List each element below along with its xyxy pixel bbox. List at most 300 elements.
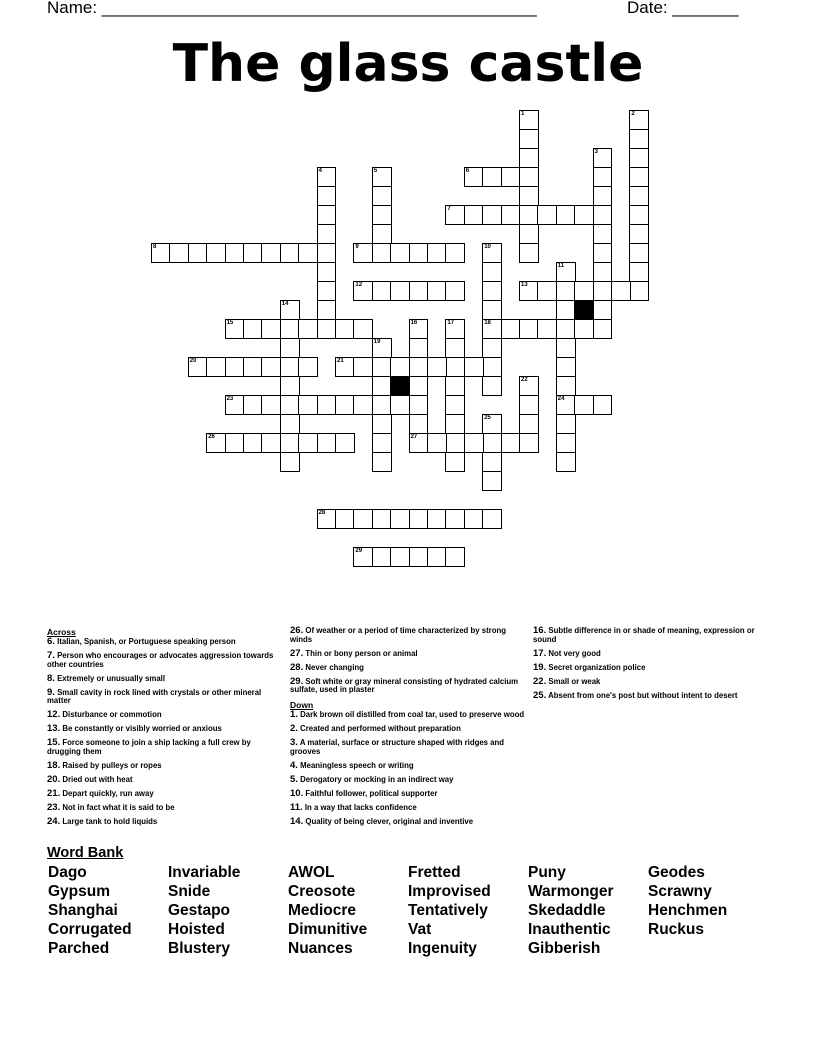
page-title: The glass castle [172,34,644,94]
grid-cell[interactable] [225,357,245,377]
grid-cell[interactable] [353,243,373,263]
grid-cell[interactable] [519,148,539,168]
grid-cell[interactable] [372,433,392,453]
word-bank-item: Ingenuity [408,940,477,957]
grid-cell[interactable] [445,376,465,396]
grid-cell[interactable] [409,338,429,358]
grid-cell[interactable] [280,452,300,472]
grid-cell[interactable] [482,262,502,282]
grid-cell[interactable] [317,224,337,244]
clue-number: 26. [290,625,304,636]
down-clue [290,739,528,756]
grid-cell[interactable] [593,243,613,263]
word-bank-item: Dago [48,864,87,881]
clue-text: Soft white or gray mineral consisting of hydrated calcium sulfate, used in plaster [290,676,519,695]
grid-cell[interactable] [188,243,208,263]
word-bank-item: Skedaddle [528,902,606,919]
clue-number: 6 [465,168,470,174]
grid-cell[interactable] [427,281,447,301]
grid-cell[interactable] [206,357,226,377]
grid-cell[interactable] [593,167,613,187]
word-bank-item: Dimunitive [288,921,368,938]
clue-number: 14. [290,815,304,827]
clue-text: Not in fact what it is said to be [62,802,175,812]
grid-cell[interactable] [372,205,392,225]
clue-number: 17 [447,320,455,326]
clue-number: 10. [290,787,304,799]
grid-cell[interactable] [280,395,300,415]
grid-cell[interactable] [206,243,226,263]
grid-cell[interactable] [353,395,373,415]
grid-cell[interactable] [409,281,429,301]
clue-text: Quality of being clever, original and inventive [305,816,474,826]
across-clue [47,815,285,827]
across-clue [290,675,528,695]
clue-number: 28 [318,510,326,516]
down-clue [290,787,528,799]
grid-cell[interactable] [390,395,410,415]
clue-text: Depart quickly, run away [62,788,154,798]
grid-cell[interactable] [372,281,392,301]
across-clue [47,686,285,706]
grid-cell[interactable] [556,300,576,320]
grid-cell[interactable] [427,509,447,529]
grid-cell[interactable] [593,224,613,244]
clue-number: 13 [521,282,528,288]
grid-cell[interactable] [482,281,502,301]
grid-cell[interactable] [353,547,373,567]
grid-cell[interactable] [593,262,613,282]
down-clue [533,627,771,644]
clue-number: 21. [47,787,61,799]
grid-cell[interactable] [261,357,281,377]
grid-cell[interactable] [409,509,429,529]
grid-cell[interactable] [445,243,465,263]
across-clue [47,649,285,669]
grid-cell[interactable] [629,148,649,168]
clue-number: 9 [355,244,359,250]
grid-cell[interactable] [445,338,465,358]
grid-cell[interactable] [629,129,649,149]
grid-cell[interactable] [445,433,465,453]
grid-cell[interactable] [574,205,594,225]
grid-cell[interactable] [445,281,465,301]
grid-cell[interactable] [280,357,300,377]
grid-cell[interactable] [409,243,429,263]
word-bank-item: Fretted [408,864,461,881]
word-bank-item: Puny [528,864,566,881]
grid-cell[interactable] [298,319,318,339]
grid-cell[interactable] [317,281,337,301]
grid-cell[interactable] [335,395,355,415]
word-bank-item: Gestapo [168,902,231,919]
clue-number: 7 [447,206,451,212]
clue-number: 12. [47,709,61,721]
clue-number: 1 [521,111,525,117]
grid-cell[interactable] [261,433,281,453]
grid-cell[interactable] [574,395,594,415]
grid-cell[interactable] [629,110,649,130]
grid-cell[interactable] [188,357,208,377]
grid-cell[interactable] [206,433,226,453]
word-bank-item: Vat [408,921,432,938]
grid-cell[interactable] [537,281,557,301]
clue-number: 23. [47,801,61,813]
grid-cell[interactable] [519,205,539,225]
grid-cell[interactable] [482,414,502,434]
clue-text: Created and performed without preparation [300,724,461,734]
grid-cell[interactable] [556,433,576,453]
grid-cell[interactable] [482,205,502,225]
grid-cell[interactable] [611,281,631,301]
grid-cell[interactable] [353,319,373,339]
word-bank-column [48,863,132,958]
grid-cell[interactable] [409,357,429,377]
clue-text: In a way that lacks confidence [304,802,417,812]
grid-cell[interactable] [556,338,576,358]
clue-text: Derogatory or mocking in an indirect way [300,774,454,784]
down-heading: Down [290,700,314,711]
clue-number: 3 [594,149,598,155]
down-clue [290,801,528,813]
grid-cell[interactable] [409,414,429,434]
grid-cell[interactable] [372,509,392,529]
word-bank-item: Parched [48,940,110,957]
across-clue [47,638,285,647]
clues-column-2 [290,627,528,832]
grid-cell[interactable] [556,395,576,415]
grid-cell[interactable] [280,376,300,396]
grid-cell[interactable] [556,357,576,377]
across-heading: Across [47,627,76,637]
word-bank-column [408,863,491,958]
grid-cell[interactable] [519,376,539,396]
grid-cell[interactable] [243,243,263,263]
across-clue [47,672,285,684]
grid-cell[interactable] [243,357,263,377]
grid-cell[interactable] [593,205,613,225]
word-bank-item: Blustery [168,940,231,957]
clue-text: Meaningless speech or writing [300,760,414,770]
clue-number: 11. [290,801,303,813]
clue-number: 22 [521,377,528,383]
grid-cell[interactable] [225,395,245,415]
grid-cell[interactable] [519,129,539,149]
grid-cell[interactable] [243,319,263,339]
clue-number: 5. [290,773,298,785]
grid-cell[interactable] [372,376,392,396]
grid-cell[interactable] [556,376,576,396]
grid-cell[interactable] [464,167,484,187]
clue-number: 25. [533,689,547,701]
grid-cell[interactable] [629,167,649,187]
grid-cell[interactable] [629,243,649,263]
grid-cell[interactable] [593,300,613,320]
clue-number: 13. [47,723,61,735]
grid-cell[interactable] [317,186,337,206]
across-clue [47,759,285,771]
grid-cell[interactable] [372,186,392,206]
grid-cell[interactable] [445,395,465,415]
grid-cell[interactable] [519,414,539,434]
grid-cell[interactable] [574,281,594,301]
word-bank-item: Invariable [168,864,241,881]
grid-cell[interactable] [629,205,649,225]
clue-number: 24. [47,815,61,827]
grid-cell[interactable] [390,547,410,567]
word-bank-item: Creosote [288,883,356,900]
grid-cell[interactable] [390,243,410,263]
grid-cell[interactable] [280,300,300,320]
grid-cell[interactable] [593,319,613,339]
grid-cell[interactable] [280,243,300,263]
grid-cell[interactable] [372,414,392,434]
grid-cell[interactable] [445,357,465,377]
grid-cell[interactable] [556,205,576,225]
clue-number: 27. [290,647,304,659]
clue-text: A material, surface or structure shaped with ridges and grooves [290,738,505,756]
clue-text: Be constantly or visibly worried or anxious [62,724,222,734]
grid-cell[interactable] [280,414,300,434]
clue-number: 21 [337,358,344,364]
grid-cell[interactable] [390,281,410,301]
across-clue [47,773,285,785]
grid-cell[interactable] [482,338,502,358]
clue-number: 29 [355,548,363,554]
grid-cell[interactable] [409,376,429,396]
grid-cell[interactable] [317,243,337,263]
grid-cell[interactable] [409,547,429,567]
grid-cell[interactable] [353,509,373,529]
grid-cell[interactable] [372,224,392,244]
grid-cell[interactable] [482,243,502,263]
grid-cell[interactable] [519,167,539,187]
grid-cell[interactable] [225,243,245,263]
clue-number: 18 [484,320,491,326]
grid-cell[interactable] [445,205,465,225]
grid-cell[interactable] [501,319,521,339]
grid-cell[interactable] [519,110,539,130]
grid-cell[interactable] [335,319,355,339]
grid-cell[interactable] [372,338,392,358]
clue-number: 24 [557,396,565,402]
clue-number: 19 [373,339,381,345]
grid-cell[interactable] [593,281,613,301]
grid-cell[interactable] [317,205,337,225]
grid-cell[interactable] [445,414,465,434]
grid-cell[interactable] [482,319,502,339]
grid-cell[interactable] [372,243,392,263]
grid-cell[interactable] [427,357,447,377]
grid-cell[interactable] [519,186,539,206]
grid-cell[interactable] [501,205,521,225]
grid-cell[interactable] [537,319,557,339]
grid-cell[interactable] [261,243,281,263]
grid-cell[interactable] [537,205,557,225]
grid-cell[interactable] [280,433,300,453]
word-bank-item: Nuances [288,940,353,957]
grid-cell[interactable] [556,452,576,472]
grid-cell[interactable] [556,319,576,339]
word-bank-item: Henchmen [648,902,728,919]
grid-cell[interactable] [372,452,392,472]
clue-number: 14 [281,301,289,307]
grid-cell[interactable] [556,414,576,434]
clue-number: 15 [226,320,234,326]
grid-cell[interactable] [280,319,300,339]
grid-cell[interactable] [445,319,465,339]
clue-text: Of weather or a period of time characterized by strong winds [290,626,506,644]
clue-number: 22. [533,675,547,687]
grid-cell[interactable] [629,281,649,301]
grid-cell[interactable] [169,243,189,263]
grid-cell[interactable] [629,186,649,206]
grid-cell[interactable] [519,243,539,263]
grid-cell[interactable] [427,433,447,453]
clue-text: Subtle difference in or shade of meaning, expression or sound [533,626,755,644]
word-bank-item: Gibberish [528,940,601,957]
clue-text: Small cavity in rock lined with crystals or other mineral matter [47,687,262,706]
grid-cell[interactable] [353,281,373,301]
grid-cell[interactable] [390,509,410,529]
clue-text: Raised by pulleys or ropes [62,760,162,770]
clue-number: 3. [290,737,298,749]
grid-cell[interactable] [519,319,539,339]
word-bank-item: Scrawny [648,883,712,900]
grid-cell[interactable] [593,395,613,415]
clue-number: 19. [533,661,547,673]
clue-number: 8. [47,672,55,684]
grid-cell[interactable] [482,471,502,491]
clue-text: Faithful follower, political supporter [305,788,438,798]
down-clue [533,661,771,673]
clue-text: Never changing [305,662,364,672]
down-clue [290,759,528,771]
grid-cell[interactable] [372,395,392,415]
grid-cell[interactable] [464,357,484,377]
grid-cell[interactable] [243,395,263,415]
grid-cell[interactable] [335,509,355,529]
grid-cell[interactable] [445,509,465,529]
grid-cell[interactable] [409,433,429,453]
grid-cell[interactable] [482,509,502,529]
grid-cell[interactable] [464,509,484,529]
clue-text: Thin or bony person or animal [305,648,418,658]
grid-cell[interactable] [445,452,465,472]
grid-cell[interactable] [427,243,447,263]
clue-number: 20 [189,358,197,364]
grid-cell[interactable] [482,452,502,472]
grid-cell[interactable] [298,357,318,377]
grid-cell[interactable] [335,433,355,453]
grid-cell[interactable] [298,395,318,415]
grid-cell[interactable] [629,224,649,244]
down-clue [290,773,528,785]
grid-cell[interactable] [151,243,171,263]
grid-cell[interactable] [501,433,521,453]
word-bank-item: Hoisted [168,921,225,938]
grid-cell[interactable] [353,357,373,377]
word-bank-item: Tentatively [408,902,488,919]
name-field-label: Name: ______________________________________________ [47,0,537,17]
clue-number: 10 [484,244,491,250]
clue-number: 11 [557,263,565,269]
grid-cell[interactable] [501,167,521,187]
grid-cell[interactable] [225,433,245,453]
grid-cell[interactable] [317,433,337,453]
grid-cell[interactable] [317,167,337,187]
grid-cell[interactable] [482,357,502,377]
grid-cell[interactable] [280,338,300,358]
grid-cell[interactable] [593,186,613,206]
grid-cell[interactable] [372,167,392,187]
grid-cell[interactable] [317,319,337,339]
down-clue [290,815,528,827]
clue-text: Not very good [548,648,601,658]
grid-cell[interactable] [519,395,539,415]
down-clue [533,675,771,687]
grid-cell[interactable] [482,376,502,396]
word-bank-column [648,863,727,939]
grid-cell[interactable] [335,357,355,377]
grid-cell[interactable] [445,547,465,567]
grid-cell[interactable] [298,433,318,453]
clues-column-3 [533,627,771,706]
grid-cell[interactable] [317,262,337,282]
grid-cell[interactable] [409,319,429,339]
grid-cell[interactable] [629,262,649,282]
clue-text: Absent from one's post but without intent to desert [548,690,738,700]
grid-cell[interactable] [409,395,429,415]
grid-cell[interactable] [519,224,539,244]
grid-cell[interactable] [464,205,484,225]
word-bank-item: Warmonger [528,883,614,900]
grid-cell[interactable] [593,148,613,168]
grid-cell[interactable] [372,547,392,567]
clue-text: Extremely or unusually small [57,673,166,683]
grid-cell[interactable] [317,509,337,529]
word-bank-item: Ruckus [648,921,704,938]
grid-cell[interactable] [317,395,337,415]
black-square [574,300,594,320]
grid-cell[interactable] [556,281,576,301]
word-bank-title: Word Bank [47,845,124,861]
grid-cell[interactable] [519,281,539,301]
grid-cell[interactable] [482,167,502,187]
grid-cell[interactable] [427,547,447,567]
clue-number: 1. [290,709,298,721]
clue-number: 8 [153,244,157,250]
clue-number: 15. [47,737,61,749]
clue-number: 2. [290,723,298,735]
clue-number: 20. [47,773,61,785]
grid-cell[interactable] [298,243,318,263]
grid-cell[interactable] [225,319,245,339]
grid-cell[interactable] [317,300,337,320]
grid-cell[interactable] [372,357,392,377]
grid-cell[interactable] [482,300,502,320]
grid-cell[interactable] [390,357,410,377]
grid-cell[interactable] [464,433,484,453]
grid-cell[interactable] [261,395,281,415]
clue-number: 29. [290,675,304,687]
grid-cell[interactable] [482,433,502,453]
grid-cell[interactable] [243,433,263,453]
grid-cell[interactable] [556,262,576,282]
grid-cell[interactable] [574,319,594,339]
grid-cell[interactable] [261,319,281,339]
grid-cell[interactable] [519,433,539,453]
